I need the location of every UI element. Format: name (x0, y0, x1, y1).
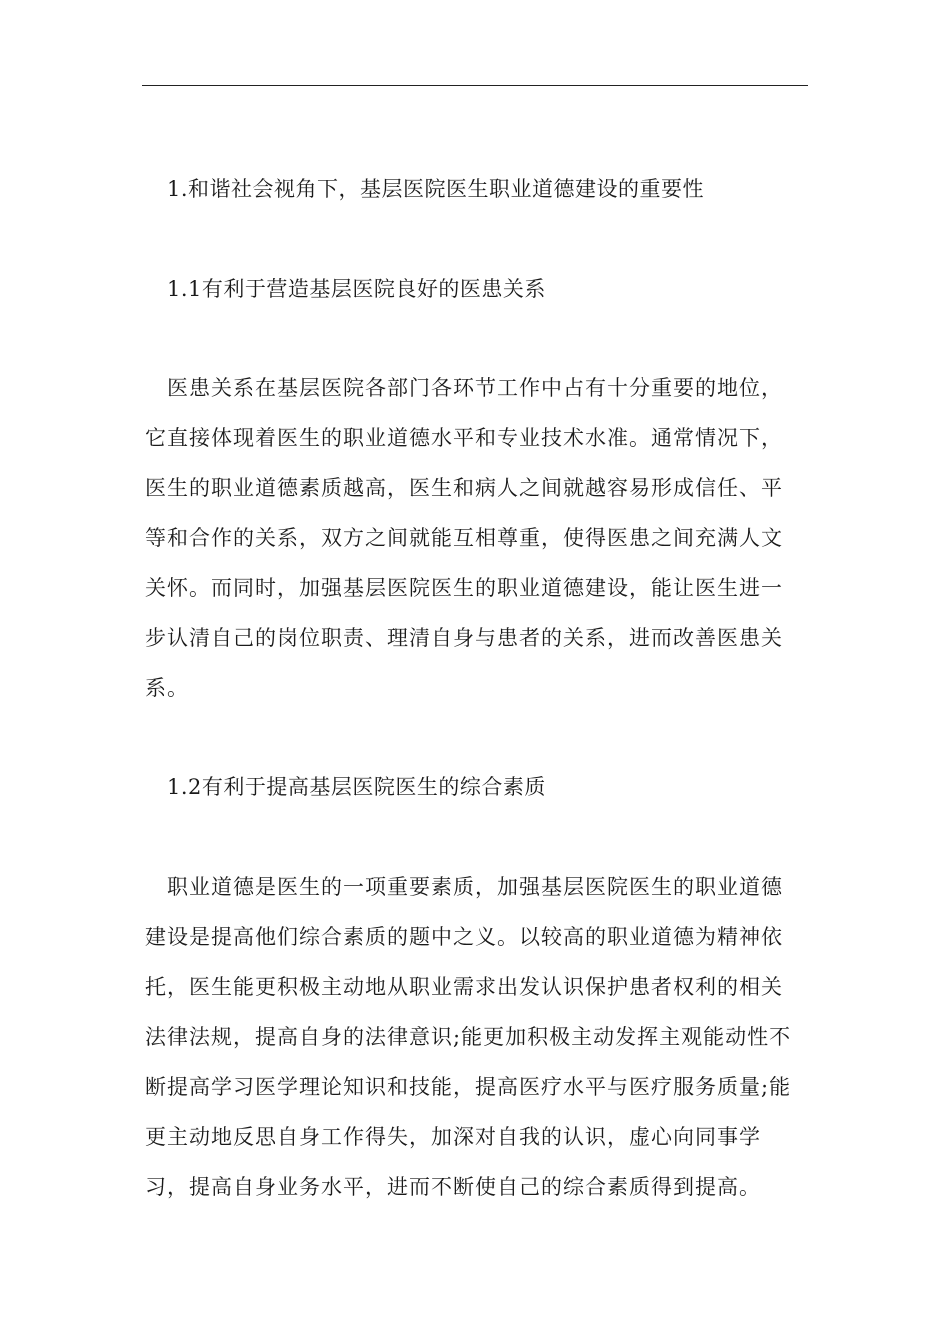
paragraph-line: 步认清自己的岗位职责、理清自身与患者的关系，进而改善医患关 (145, 626, 783, 650)
paragraph-line: 建设是提高他们综合素质的题中之义。以较高的职业道德为精神依 (145, 925, 783, 949)
paragraph-line: 等和合作的关系，双方之间就能互相尊重，使得医患之间充满人文 (145, 526, 783, 550)
paragraph-line: 断提高学习医学理论知识和技能，提高医疗水平与医疗服务质量;能 (145, 1075, 792, 1099)
header-rule (142, 85, 808, 86)
paragraph-line: 系。 (145, 676, 189, 700)
subsection-heading-1-2: 1.2有利于提高基层医院医生的综合素质 (167, 775, 546, 799)
paragraph-line: 医患关系在基层医院各部门各环节工作中占有十分重要的地位， (167, 376, 783, 400)
section-heading-1: 1.和谐社会视角下，基层医院医生职业道德建设的重要性 (167, 177, 705, 201)
paragraph-line: 法律法规，提高自身的法律意识;能更加积极主动发挥主观能动性不 (145, 1025, 792, 1049)
paragraph-line: 职业道德是医生的一项重要素质，加强基层医院医生的职业道德 (167, 875, 783, 899)
paragraph-line: 习，提高自身业务水平，进而不断使自己的综合素质得到提高。 (145, 1175, 761, 1199)
subsection-heading-1-1: 1.1有利于营造基层医院良好的医患关系 (167, 277, 546, 301)
paragraph-line: 关怀。而同时，加强基层医院医生的职业道德建设，能让医生进一 (145, 576, 783, 600)
paragraph-line: 托，医生能更积极主动地从职业需求出发认识保护患者权利的相关 (145, 975, 783, 999)
paragraph-line: 医生的职业道德素质越高，医生和病人之间就越容易形成信任、平 (145, 476, 783, 500)
paragraph-line: 更主动地反思自身工作得失，加深对自我的认识，虚心向同事学 (145, 1125, 761, 1149)
paragraph-line: 它直接体现着医生的职业道德水平和专业技术水准。通常情况下， (145, 426, 783, 450)
